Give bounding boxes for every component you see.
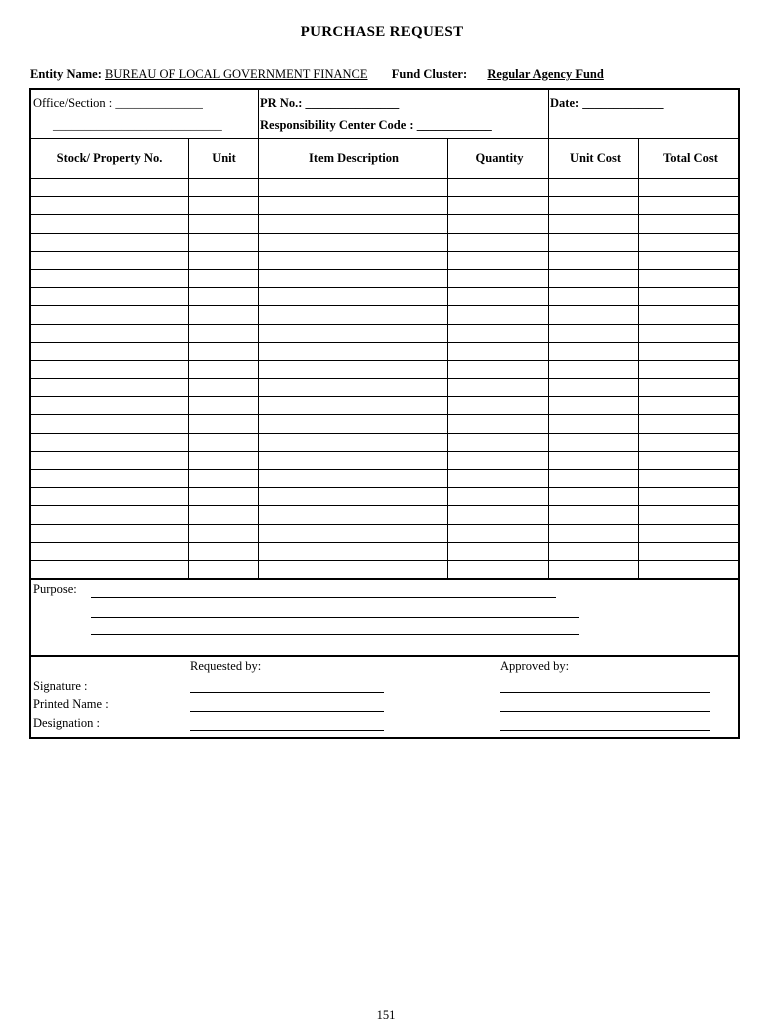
info-vline-1 [258,90,259,138]
table-row [31,378,738,379]
table-row [31,560,738,561]
table-row [31,287,738,288]
table-row [31,487,738,488]
printed-name-label: Printed Name : [33,697,109,711]
info-vline-2 [548,90,549,138]
table-row [31,305,738,306]
purpose-line-3[interactable] [91,634,579,635]
table-row [31,524,738,525]
table-row [31,360,738,361]
col-unit-cost: Unit Cost [569,150,622,165]
approved-printed-name-line[interactable] [500,711,710,712]
purpose-label: Purpose: [33,582,77,596]
col-unit: Unit [212,150,236,165]
approved-signature-line[interactable] [500,692,710,693]
signature-label: Signature : [33,679,88,693]
form-title: PURCHASE REQUEST [300,24,464,40]
office-section-field[interactable]: Office/Section : ______________ [33,96,203,110]
table-row [31,233,738,234]
table-bottom-border [31,578,738,580]
purpose-line-2[interactable] [91,617,579,618]
info-divider [31,138,738,139]
table-row [31,469,738,470]
table-row [31,196,738,197]
requested-printed-name-line[interactable] [190,711,384,712]
table-row [31,542,738,543]
table-row [31,251,738,252]
approved-by-label: Approved by: [500,659,570,673]
fund-cluster-label: Fund Cluster: [391,67,468,81]
table-vline-2 [258,138,259,579]
entity-name-value: BUREAU OF LOCAL GOVERNMENT FINANCE [105,67,368,81]
table-row [31,451,738,452]
responsibility-center-field[interactable]: Responsibility Center Code : ____________ [260,118,492,132]
purchase-request-form [29,88,740,739]
purpose-line-1[interactable] [91,597,556,598]
page-number: 151 [376,1008,396,1022]
table-row [31,396,738,397]
table-row [31,324,738,325]
fund-cluster-value: Regular Agency Fund [487,67,604,81]
date-field[interactable]: Date: _____________ [550,96,664,110]
office-section-line2[interactable]: ___________________________ [53,118,222,132]
entity-name-label: Entity Name: [30,67,102,81]
requested-signature-line[interactable] [190,692,384,693]
table-vline-1 [188,138,189,579]
col-quantity: Quantity [475,150,524,165]
table-row [31,505,738,506]
table-row [31,269,738,270]
requested-designation-line[interactable] [190,730,384,731]
header-divider [31,178,738,179]
purpose-divider [31,655,738,657]
col-stock-property-no: Stock/ Property No. [56,150,163,165]
table-row [31,342,738,343]
table-vline-3 [447,138,448,579]
table-row [31,414,738,415]
pr-no-field[interactable]: PR No.: _______________ [260,96,400,110]
table-vline-4 [548,138,549,579]
table-vline-5 [638,138,639,579]
table-row [31,433,738,434]
col-item-description: Item Description [309,150,399,165]
designation-label: Designation : [33,716,101,730]
col-total-cost: Total Cost [663,150,718,165]
table-row [31,214,738,215]
entity-line [30,67,604,82]
approved-designation-line[interactable] [500,730,710,731]
requested-by-label: Requested by: [190,659,262,673]
